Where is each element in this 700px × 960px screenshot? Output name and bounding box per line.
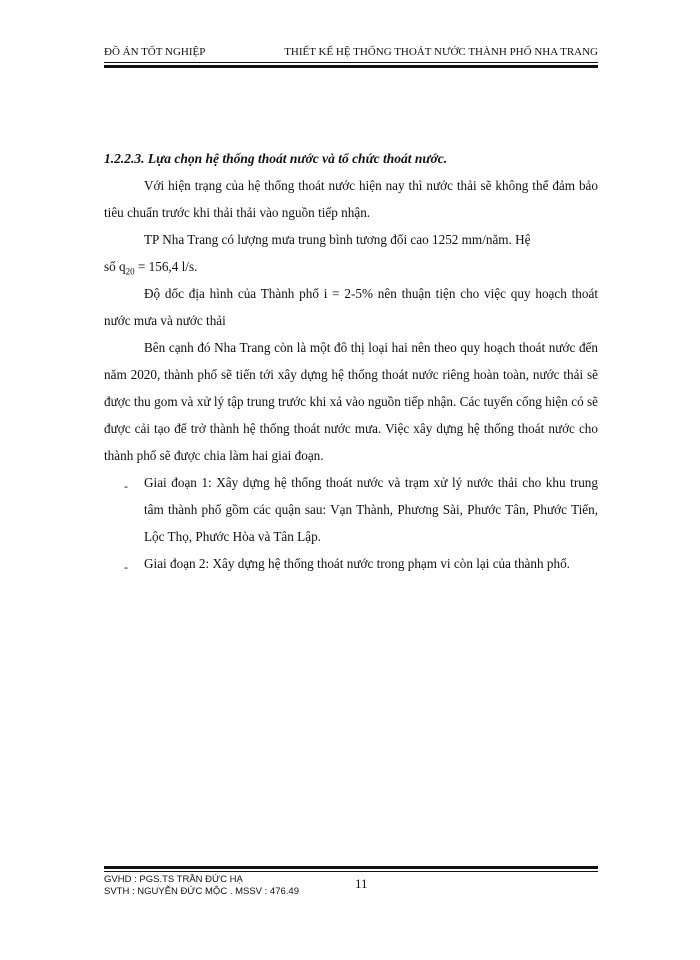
paragraph-planning: Bên cạnh đó Nha Trang còn là một đô thị loại hai nên theo quy hoạch thoát nước đến năm 2020, thành phố sẽ tiến tới xây dựng hệ thống thoát nước riêng hoàn toàn, nước thải sẽ được thu gom và xử lý tập trung trước khi xả vào nguồn tiếp nhận. Các tuyến cống hiện có sẽ được cải tạo để trở thành hệ thống thoát nước mưa. Việc xây dựng hệ thống thoát nước cho thành phố sẽ được chia làm hai giai đoạn. (104, 340, 598, 463)
footer-rule-thick (104, 866, 598, 869)
footer-supervisor: GVHD : PGS.TS TRẦN ĐỨC HẠ (104, 874, 243, 885)
header-right-title: THIẾT KẾ HỆ THỐNG THOÁT NƯỚC THÀNH PHỐ NHA TRANG (284, 46, 598, 58)
header-rule-thick (104, 65, 598, 68)
list-item-phase-2 (104, 550, 598, 577)
header-left-title: ĐỒ ÁN TỐT NGHIỆP (104, 46, 206, 58)
header-rule-thin (104, 62, 598, 63)
coefficient-value: = 156,4 l/s. (134, 259, 198, 274)
page-number: 11 (355, 876, 368, 891)
paragraph-terrain-slope: Độ dốc địa hình của Thành phố i = 2-5% nên thuận tiện cho việc quy hoạch thoát nước mưa và nước thải (104, 286, 598, 328)
coefficient-prefix: số q (104, 259, 126, 274)
header-bar (104, 43, 598, 63)
bullet-dash: - (124, 560, 128, 574)
coefficient-subscript: 20 (125, 266, 135, 277)
paragraph-rainfall-coefficient (104, 253, 598, 280)
paragraph-current-state: Với hiện trạng của hệ thống thoát nước hiện nay thì nước thải sẽ không thể đảm bảo tiêu chuẩn trước khi thải thải vào nguồn tiếp nhận. (104, 178, 598, 220)
footer-student: SVTH : NGUYỄN ĐỨC MỘC . MSSV : 476.49 (104, 886, 299, 897)
footer-rule-thin (104, 871, 598, 872)
main-content (104, 145, 598, 577)
footer-info (104, 874, 598, 898)
phase-2-text: Giai đoạn 2: Xây dựng hệ thống thoát nước trong phạm vi còn lại của thành phố. (144, 556, 570, 571)
section-title: 1.2.2.3. Lựa chọn hệ thống thoát nước và tổ chức thoát nước. (104, 151, 448, 166)
bullet-dash: - (124, 479, 128, 493)
list-item-phase-1 (104, 469, 598, 550)
paragraph-rainfall: TP Nha Trang có lượng mưa trung bình tương đối cao 1252 mm/năm. Hệ (144, 232, 531, 247)
phase-1-text: Giai đoạn 1: Xây dựng hệ thống thoát nước và trạm xử lý nước thải cho khu trung tâm thành phố gồm các quận sau: Vạn Thành, Phương Sài, Phước Tân, Phước Tiến, Lộc Thọ, Phước Hòa và Tân Lập. (144, 475, 598, 544)
